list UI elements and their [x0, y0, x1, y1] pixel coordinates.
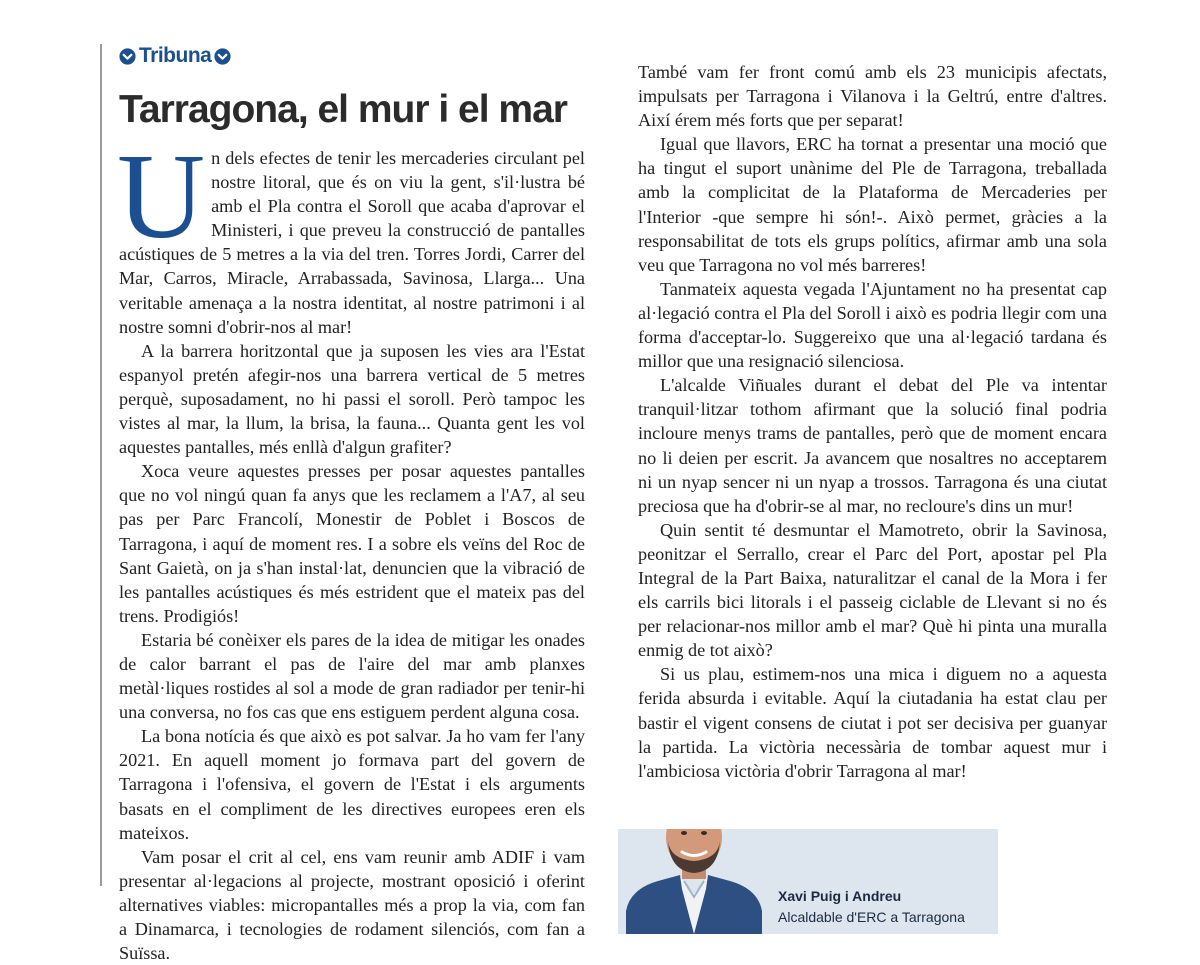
paragraph: [117, 129, 585, 339]
chevron-down-circle-icon: [119, 48, 136, 65]
author-role: Alcaldable d'ERC a Tarragona: [778, 909, 965, 925]
author-name: Xavi Puig i Andreu: [778, 888, 902, 904]
paragraph: També vam fer front comú amb els 23 municipis afectats, impulsats per Tarragona i Vilanova i la Geltrú, entre d'altres. Així érem més forts que per separat!: [638, 62, 1107, 131]
paragraph: Si us plau, estimem-nos una mica i diguem no a aquesta ferida absurda i evitable. Aquí la ciutadania ha estat clau per bastir el vigent consens de ciutat i pot ser decisiva per guanyar la partida. La victòria necessària de tombar aquest mur i l'ambiciosa victòria d'obrir Tarragona al mar!: [638, 664, 1107, 781]
article-column-2: [638, 60, 1107, 783]
paragraph: Estaria bé conèixer els pares de la idea de mitigar les onades de calor barrant el pas de l'aire del mar amb planxes metàl·liques rostides al sol a mode de gran radiador per tenir-hi una conversa, no fos cas que ens estiguem perdent alguna cosa.: [119, 629, 585, 723]
author-box: [618, 829, 998, 934]
paragraph-text: n dels efectes de tenir les mercaderies circulant pel nostre litoral, que és on viu la gent, s'il·lustra bé amb el Pla contra el Soroll que acaba d'aprovar el Ministeri, i que preveu la construcció de pantalles acústiques de 5 metres a la via del tren. Torres Jordi, Carrer del Mar, Carros, Miracle, Arrabassada, Savinosa, Llarga... Una veritable amenaça a la nostra identitat, al nostre patrimoni i al nostre somni d'obrir-nos al mar!: [119, 148, 585, 337]
section-tag[interactable]: [119, 42, 231, 70]
chevron-down-circle-icon: [214, 48, 231, 65]
headline: Tarragona, el mur i el mar: [119, 88, 567, 131]
paragraph: Xoca veure aquestes presses per posar aquestes pantalles que no vol ningú quan fa anys que les reclamem a l'A7, al seu pas per Parc Francolí, Monestir de Poblet i Boscos de Tarragona, i aquí de moment res. I a sobre els veïns del Roc de Sant Gaietà, on ja s'han instal·lat, denuncien que la vibració de les pantalles acústiques és més estrident que el mateix pas del trens. Prodigiós!: [119, 461, 585, 626]
paragraph: La bona notícia és que això es pot salvar. Ja ho vam fer l'any 2021. En aquell moment jo formava part del govern de Tarragona i l'ofensiva, el govern de l'Estat i els arguments basats en el compliment de les directives europees eren els mateixos.: [119, 726, 585, 843]
paragraph: Tanmateix aquesta vegada l'Ajuntament no ha presentat cap al·legació contra el Pla del Soroll i això es podria llegir com una forma d'acceptar-lo. Suggereixo que una al·legació tardana és millor que una resignació silenciosa.: [638, 278, 1107, 372]
drop-cap: U: [117, 129, 206, 264]
paragraph: L'alcalde Viñuales durant el debat del Ple va intentar tranquil·litzar tothom afirmant que la solució final podria incloure menys trams de pantalles, però que de moment encara no li deien per escrit. Ja avancem que nosaltres no acceptarem ni un nyap sencer ni un nyap a trossos. Tarragona és una ciutat preciosa que ha d'obrir-se al mar, no recloure's dins un mur!: [638, 375, 1107, 516]
paragraph: A la barrera horitzontal que ja suposen les vies ara l'Estat espanyol pretén afegir-nos una barrera vertical de 5 metres perquè, suposadament, no hi passi el soroll. Però tampoc les vistes al mar, la llum, la brisa, la fauna... Quanta gent les vol aquestes pantalles, més enllà d'algun grafiter?: [119, 340, 585, 458]
column-rule: [100, 44, 102, 886]
article-column-1: [117, 129, 585, 965]
author-photo: [618, 829, 768, 934]
paragraph: Vam posar el crit al cel, ens vam reunir amb ADIF i vam presentar al·legacions al projecte, mostrant oposició i oferint alternatives viables: micropantalles més a prop la via, com fan a Dinamarca, i tecnologies de rodament silenciós, com fan a Suïssa.: [119, 846, 585, 964]
paragraph: Quin sentit té desmuntar el Mamotreto, obrir la Savinosa, peonitzar el Serrallo, crear el Parc del Port, apostar pel Pla Integral de la Part Baixa, naturalitzar el canal de la Mora i fer els carrils bici litorals i el passeig ciclable de Llevant si no és per relacionar-nos millor amb el mar? Què hi pinta una muralla enmig de tot això?: [638, 519, 1107, 661]
paragraph: Igual que llavors, ERC ha tornat a presentar una moció que ha tingut el suport unànime del Ple de Tarragona, treballada amb la complicitat de la Plataforma de Mercaderies per l'Interior -que sempre hi són!-. Això permet, gràcies a la responsabilitat de tots els grups polítics, afirmar amb una sola veu que Tarragona no vol més barreres!: [638, 134, 1107, 275]
section-label: Tribuna: [139, 44, 212, 67]
